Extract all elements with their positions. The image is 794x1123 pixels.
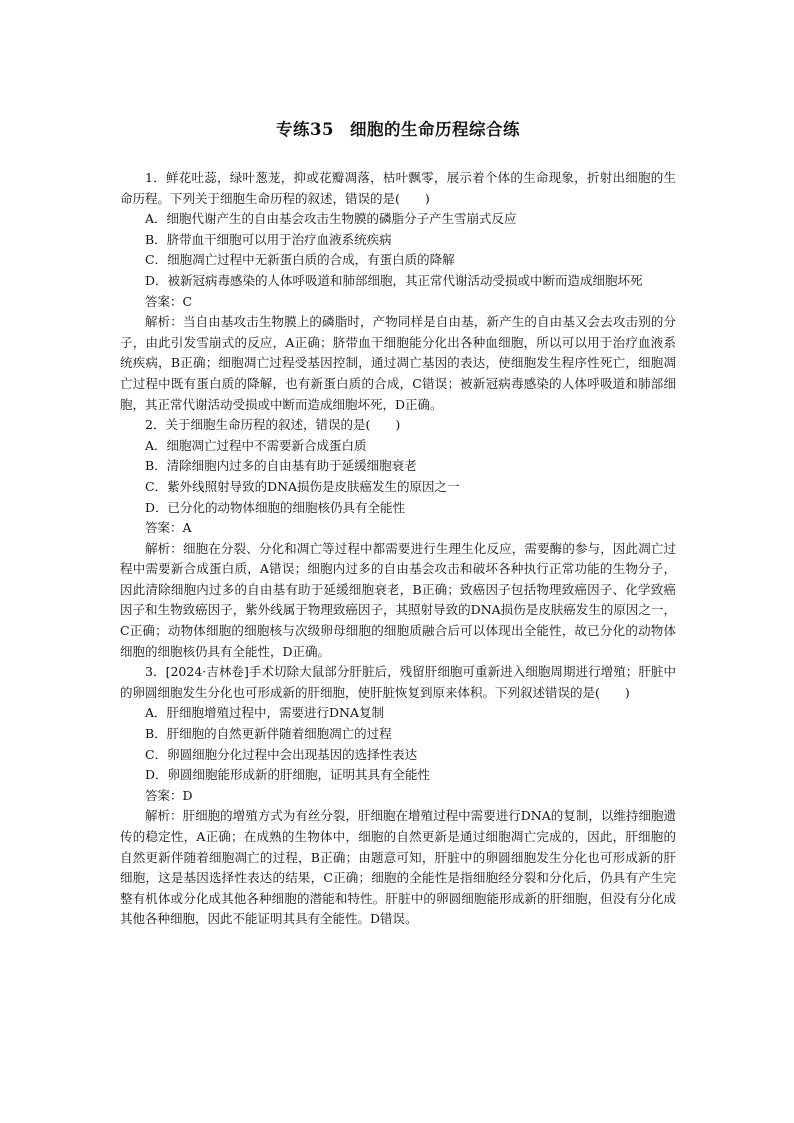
answer: 答案：A [145, 520, 192, 536]
option-d: D．被新冠病毒感染的人体呼吸道和肺部细胞，其正常代谢活动受损或中断而造成细胞坏死 [145, 272, 643, 288]
option-b: B．肝细胞的自然更新伴随着细胞凋亡的过程 [145, 726, 392, 742]
analysis: 解析：肝细胞的增殖方式为有丝分裂，肝细胞在增殖过程中需要进行DNA的复制，以维持细胞遗传的稳定性，A正确；在成熟的生物体中，细胞的自然更新是通过细胞凋亡完成的，因此，肝细胞的自然更新伴随着细胞凋亡的过程，B正确；由题意可知，肝脏中的卵圆细胞发生分化也可形成新的肝细胞，这是基因选择性表达的结果，C正确；细胞的全能性是指细胞经分裂和分化后，仍具有产生完整有机体或分化成其他各种细胞的潜能和特性。肝脏中的卵圆细胞能形成新的肝细胞，但没有分化成其他各种细胞，因此不能证明其具有全能性。D错误。 [120, 808, 676, 927]
option-c: C．细胞凋亡过程中无新蛋白质的合成，有蛋白质的降解 [145, 252, 455, 268]
title-text: 细胞的生命历程综合练 [349, 120, 520, 139]
question-stem: 2．关于细胞生命历程的叙述，错误的是( ) [145, 417, 401, 433]
option-a: A．细胞代谢产生的自由基会攻击生物膜的磷脂分子产生雪崩式反应 [145, 211, 517, 227]
option-c: C．卵圆细胞分化过程中会出现基因的选择性表达 [145, 746, 418, 762]
analysis: 解析：当自由基攻击生物膜上的磷脂时，产物同样是自由基，新产生的自由基又会去攻击别的分子，由此引发雪崩式的反应，A正确；脐带血干细胞能分化出各种血细胞，所以可以用于治疗血液系统疾病，B正确；细胞凋亡过程受基因控制，通过凋亡基因的表达，使细胞发生程序性死亡，细胞凋亡过程中既有蛋白质的降解，也有新蛋白质的合成，C错误；被新冠病毒感染的人体呼吸道和肺部细胞，其正常代谢活动受损或中断而造成细胞坏死，D正确。 [120, 314, 676, 412]
option-d: D．已分化的动物体细胞的细胞核仍具有全能性 [145, 499, 406, 515]
document-page [120, 118, 676, 930]
answer: 答案：C [145, 293, 193, 309]
option-c: C．紫外线照射导致的DNA损伤是皮肤癌发生的原因之一 [145, 478, 460, 494]
option-a: A．肝细胞增殖过程中，需要进行DNA复制 [145, 705, 385, 721]
question-1 [120, 168, 676, 415]
page-title [120, 118, 676, 142]
title-number: 专练35 [276, 120, 334, 139]
option-a: A．细胞凋亡过程中不需要新合成蛋白质 [145, 437, 367, 453]
option-d: D．卵圆细胞能形成新的肝细胞，证明其具有全能性 [145, 767, 431, 783]
option-b: B．脐带血干细胞可以用于治疗血液系统疾病 [145, 231, 392, 247]
option-b: B．清除细胞内过多的自由基有助于延缓细胞衰老 [145, 458, 417, 474]
question-stem: 1．鲜花吐蕊，绿叶葱茏，抑或花瓣凋落，枯叶飘零，展示着个体的生命现象，折射出细胞的生命历程。下列关于细胞生命历程的叙述，错误的是( ) [120, 170, 676, 206]
answer: 答案：D [145, 787, 193, 803]
question-2 [120, 415, 676, 662]
question-stem: 3．[2024·吉林卷]手术切除大鼠部分肝脏后，残留肝细胞可重新进入细胞周期进行增殖；肝脏中的卵圆细胞发生分化也可形成新的肝细胞，使肝脏恢复到原来体积。下列叙述错误的是( ) [120, 664, 676, 700]
question-3 [120, 662, 676, 930]
analysis: 解析：细胞在分裂、分化和凋亡等过程中都需要进行生理生化反应，需要酶的参与，因此凋亡过程中需要新合成蛋白质，A错误；细胞内过多的自由基会攻击和破坏各种执行正常功能的生物分子，因此清除细胞内过多的自由基有助于延缓细胞衰老，B正确；致癌因子包括物理致癌因子、化学致癌因子和生物致癌因子，紫外线属于物理致癌因子，其照射导致的DNA损伤是皮肤癌发生的原因之一，C正确；动物体细胞的细胞核与次级卵母细胞的细胞质融合后可以体现出全能性，故已分化的动物体细胞的细胞核仍具有全能性，D正确。 [120, 540, 676, 659]
